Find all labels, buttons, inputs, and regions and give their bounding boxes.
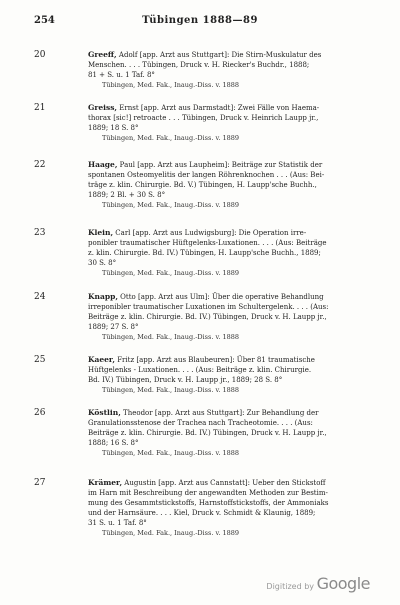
entry-text [88, 355, 366, 385]
entry-line: 1888; 16 S. 8° [88, 439, 139, 447]
entry-author: Knapp, [88, 292, 118, 301]
entry-author: Köstlin, [88, 408, 121, 417]
entry-dissertation-note: Tübingen, Med. Fak., Inaug.-Diss. v. 1888 [102, 333, 240, 341]
entry-dissertation-note: Tübingen, Med. Fak., Inaug.-Diss. v. 1889 [102, 269, 240, 277]
digitized-watermark [266, 574, 370, 593]
entry-number: 24 [34, 292, 46, 302]
entry-line: Granulationsstenose der Trachea nach Tracheotomie. . . . (Aus: [88, 419, 313, 427]
entry-line: Adolf [app. Arzt aus Stuttgart]: Die Stirn-Muskulatur des [118, 51, 322, 59]
entry-line: Beiträge z. klin. Chirurgie. Bd. IV.) Tübingen, Druck v. H. Laupp jr., [88, 429, 327, 437]
entry-author: Haage, [88, 160, 118, 169]
entry-line: träge z. klin. Chirurgie. Bd. V.) Tübingen, H. Laupp'sche Buchh., [88, 181, 317, 189]
entry-number: 22 [34, 160, 46, 170]
entry-line: 1889; 27 S. 8° [88, 323, 139, 331]
entry-text [88, 228, 366, 268]
entry-line: thorax [sic!] retroacte . . . Tübingen, Druck v. Heinrich Laupp jr., [88, 114, 319, 122]
entry-line: z. klin. Chirurgie. Bd. IV.) Tübingen, H. Laupp'sche Buchh., 1889; [88, 249, 321, 257]
entry-dissertation-note: Tübingen, Med. Fak., Inaug.-Diss. v. 1889 [102, 529, 240, 537]
entry-line: Bd. IV.) Tübingen, Druck v. H. Laupp jr., 1889; 28 S. 8° [88, 376, 283, 384]
entry-line: 30 S. 8° [88, 259, 117, 267]
entry-line: Theodor [app. Arzt aus Stuttgart]: Zur Behandlung der [123, 409, 319, 417]
entry-line: 31 S. u. 1 Taf. 8° [88, 519, 147, 527]
entry-number: 20 [34, 50, 46, 60]
entry-line: Hüftgelenks - Luxationen. . . . (Aus: Beiträge z. klin. Chirurgie. [88, 366, 312, 374]
entry-author: Klein, [88, 228, 114, 237]
running-title: Tübingen 1888—89 [142, 15, 258, 26]
entry-line: Carl [app. Arzt aus Ludwigsburg]: Die Operation irre- [115, 229, 307, 237]
entry-text [88, 160, 366, 200]
entry-line: 81 + S. u. 1 Taf. 8° [88, 71, 155, 79]
watermark-prefix: Digitized by [266, 582, 315, 591]
entry-dissertation-note: Tübingen, Med. Fak., Inaug.-Diss. v. 1889 [102, 201, 240, 209]
entry-author: Greiss, [88, 103, 118, 112]
entry-line: Beiträge z. klin. Chirurgie. Bd. IV.) Tübingen, Druck v. H. Laupp jr., [88, 313, 327, 321]
entry-line: Ernst [app. Arzt aus Darmstadt]: Zwei Fälle von Haema- [119, 104, 320, 112]
entry-line: 1889; 2 Bl. + 30 S. 8° [88, 191, 166, 199]
entry-line: spontanen Osteomyelitis der langen Röhrenknochen . . . (Aus: Bei- [88, 171, 325, 179]
entry-number: 25 [34, 355, 46, 365]
entry-line: Otto [app. Arzt aus Ulm]: Über die operative Behandlung [120, 293, 324, 301]
entry-line: im Harn mit Beschreibung der angewandten Methoden zur Bestim- [88, 489, 328, 497]
entry-line: 1889; 18 S. 8° [88, 124, 139, 132]
entry-line: und der Harnsäure. . . . Kiel, Druck v. Schmidt & Klaunig, 1889; [88, 509, 316, 517]
entry-line: Augustin [app. Arzt aus Cannstatt]: Ueber den Stickstoff [124, 479, 326, 487]
entry-text [88, 408, 366, 448]
google-logo: Google [316, 574, 370, 593]
entry-author: Krämer, [88, 478, 123, 487]
entry-number: 26 [34, 408, 46, 418]
entry-author: Greeff, [88, 50, 117, 59]
entry-dissertation-note: Tübingen, Med. Fak., Inaug.-Diss. v. 1888 [102, 449, 240, 457]
entry-number: 27 [34, 478, 46, 488]
entry-line: ponibler traumatischer Hüftgelenks-Luxationen. . . . (Aus: Beiträge [88, 239, 327, 247]
page-number: 254 [34, 15, 55, 26]
entry-line: Fritz [app. Arzt aus Blaubeuren]: Über 81 traumatische [117, 356, 315, 364]
entry-number: 23 [34, 228, 46, 238]
entry-text [88, 292, 366, 332]
entry-text [88, 103, 366, 133]
entry-line: irreponibler traumatischer Luxationen im Schultergelenk. . . . (Aus: [88, 303, 329, 311]
entry-dissertation-note: Tübingen, Med. Fak., Inaug.-Diss. v. 1888 [102, 81, 240, 89]
entry-line: mung des Gesammtstickstoffs, Harnstoffstickstoffs, der Ammoniaks [88, 499, 329, 507]
entry-author: Kaeer, [88, 355, 115, 364]
entry-dissertation-note: Tübingen, Med. Fak., Inaug.-Diss. v. 1888 [102, 386, 240, 394]
entry-dissertation-note: Tübingen, Med. Fak., Inaug.-Diss. v. 1889 [102, 134, 240, 142]
entry-line: Menschen. . . . Tübingen, Druck v. H. Riecker's Buchdr., 1888; [88, 61, 310, 69]
entry-text [88, 50, 366, 80]
entry-line: Paul [app. Arzt aus Laupheim]: Beiträge zur Statistik der [119, 161, 323, 169]
entry-number: 21 [34, 103, 46, 113]
entry-text [88, 478, 366, 528]
